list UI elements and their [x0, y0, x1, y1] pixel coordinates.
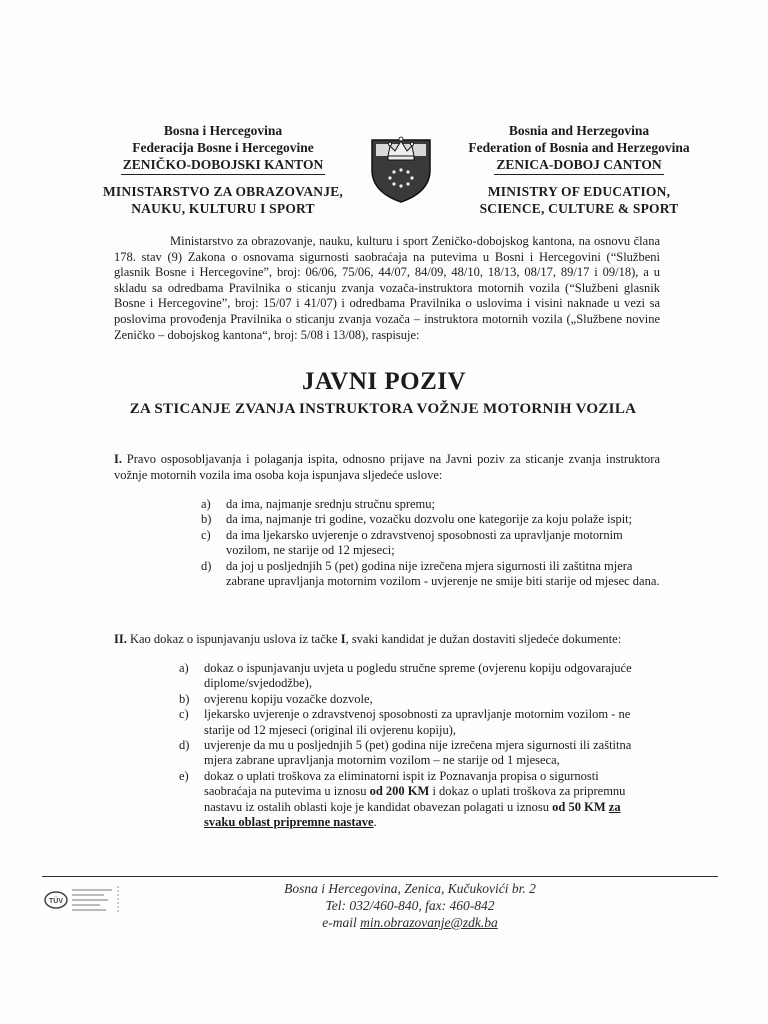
canton-name-local: ZENIČKO-DOBOJSKI KANTON	[121, 156, 325, 175]
list-item: b) ovjerenu kopiju vozačke dozvole,	[179, 691, 373, 706]
footer-divider	[42, 876, 718, 877]
section-reference: I	[340, 632, 346, 646]
list-item: d) uvjerenje da mu u posljednjih 5 (pet) godina nije izrečena mjera sigurnosti ili zaštitna mjera zabrane upravljanja motornim vozilom – ne starije od 1 mjeseca,	[179, 738, 632, 768]
footer-contact	[180, 880, 640, 931]
tuv-certification-icon	[42, 882, 124, 918]
list-item: a) da ima, najmanje srednju stručnu spremu;	[201, 497, 435, 511]
section-1-intro	[114, 452, 660, 483]
document-subtitle: ZA STICANJE ZVANJA INSTRUKTORA VOŽNJE MOTORNIH VOZILA	[129, 401, 637, 417]
fee-amount-course: od 50 KM	[552, 799, 606, 814]
footer-address: Bosna i Hercegovina, Zenica, Kučukovići br. 2	[284, 881, 536, 896]
canton-crest-icon	[368, 126, 434, 204]
section-1-list	[201, 497, 662, 589]
document-title: JAVNI POZIV	[301, 368, 467, 395]
email-link[interactable]: min.obrazovanje@zdk.ba	[360, 915, 498, 930]
country-name-local: Bosna i Hercegovina	[163, 123, 283, 138]
section-2-intro: II. Kao dokaz o ispunjavanju uslova iz tačke I, svaki kandidat je dužan dostaviti sljedeće dokumente:	[114, 632, 622, 646]
canton-name-en: ZENICA-DOBOJ CANTON	[494, 156, 663, 175]
country-name-en: Bosnia and Herzegovina	[508, 123, 650, 138]
svg-text:TÜV: TÜV	[49, 898, 63, 905]
header-left	[78, 122, 368, 217]
list-item: a) dokaz o ispunjavanju uvjeta u pogledu stručne spreme (ovjerenu kopiju odgovarajuće diplome/svjedodžbe),	[179, 661, 632, 691]
intro-paragraph: Ministarstvo za obrazovanje, nauku, kulturu i sport Zeničko-dobojskog kantona, na osnovu člana 178. stav (9) Zakona o osnovama sigurnosti saobraćaja na putevima u Bosni i Hercegovini (“Službeni glasnik Bosne i Hercegovine”, broj: 06/06, 75/06, 44/07, 84/09, 48/10, 18/13, 08/17, 89/17 i 09/18), a u skladu sa odredbama Pravilnika o sticanju zvanja vozača-instruktora motornih vozila (“Službeni glasnik Bosne i Hercegovine”, broj: 15/07 i 41/07) i odredbama Pravilnika o uslovima i visini naknade u vezi sa poslovima provođenja Pravilnika o sticanju zvanja vozača – instruktora motornih vozila („Službene novine Zeničko – dobojskog kantona“, broj: 5/08 i 13/08), raspisuje:	[114, 234, 660, 342]
federation-name-local: Federacija Bosne i Hercegovine	[132, 140, 314, 155]
fee-amount-exam: od 200 KM	[369, 784, 430, 799]
section-1-number: I.	[114, 452, 122, 466]
federation-name-en: Federation of Bosnia and Herzegovina	[468, 140, 690, 155]
per-area-note: za svaku oblast pripremne nastave	[204, 799, 621, 830]
ministry-name-en: MINISTRY OF EDUCATION, SCIENCE, CULTURE & SPORT	[479, 184, 679, 216]
section-2-list	[179, 661, 652, 830]
list-item: c) da ima ljekarsko uvjerenje o zdravstvenoj sposobnosti za upravljanje motornim vozilom, ne starije od 12 mjeseci;	[201, 527, 623, 558]
list-item: d) da joj u posljednjih 5 (pet) godina nije izrečena mjera sigurnosti ili zaštitna mjera zabrane upravljanja motornim vozilom - uvjerenje ne smije biti starije od mjesec dana.	[201, 558, 660, 589]
footer-phone: Tel: 032/460-840, fax: 460-842	[325, 898, 495, 913]
section-1-text: Pravo osposobljavanja i polaganja ispita, odnosno prijave na Javni poziv za sticanje zvanja instruktora vožnje motornih vozila ima osoba koja ispunjava sljedeće uslove:	[114, 452, 661, 482]
list-item: e) dokaz o uplati troškova za eliminatorni ispit iz Poznavanja propisa o sigurnosti saobraćaja na putevima u iznosu od 200 KM i dokaz o uplati troškova za pripremnu nastavu iz ostalih oblasti koje je kandidat obavezan polagati u iznosu od 50 KM za svaku oblast pripremne nastave.	[179, 768, 626, 830]
header-right	[444, 122, 714, 217]
list-item: b) da ima, najmanje tri godine, vozačku dozvolu one kategorije za koju polaže ispit;	[201, 512, 633, 527]
section-2-number: II.	[114, 632, 127, 646]
ministry-name-local: MINISTARSTVO ZA OBRAZOVANJE, NAUKU, KULTURU I SPORT	[102, 184, 343, 216]
footer-email-line: e-mail min.obrazovanje@zdk.ba	[322, 915, 498, 930]
list-item: c) ljekarsko uvjerenje o zdravstvenoj sposobnosti za upravljanje motornim vozilom - ne starije od 12 mjeseci (original ili ovjerenu kopiju),	[179, 707, 631, 737]
